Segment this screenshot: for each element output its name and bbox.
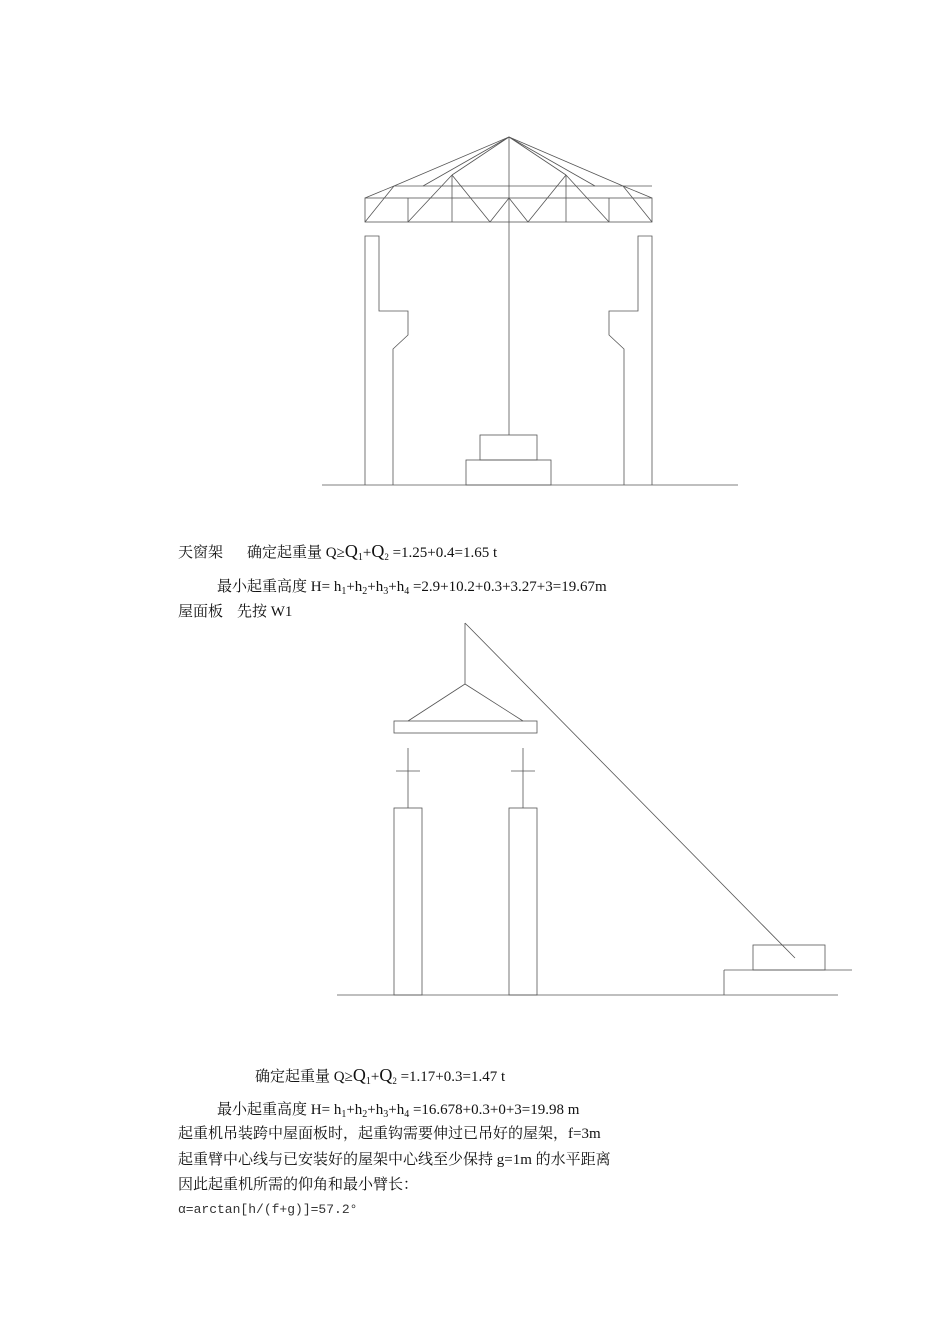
section1-h-prefix: H=	[310, 579, 331, 595]
section1-q-line: 天窗架 确定起重量 $Q\ge Q_1+Q_2 =1.25+0.4=1.65$ t	[178, 541, 498, 563]
section2-q-label: 确定起重量	[255, 1069, 331, 1085]
section1-h-line: 最小起重高度 $H= h_1+h_2+h_3+h_4 =2.9+10.2+0.3+3.27+3=19.67m$	[217, 579, 607, 597]
section1-h-values: =2.9+10.2+0.3+3.27+3=19.67m	[412, 579, 607, 595]
paragraph-line-2: 起重臂中心线与已安装好的屋架中心线至少保持 g=1m 的水平距离	[178, 1152, 611, 1168]
left-column-2	[394, 748, 422, 995]
sling-lines	[408, 623, 523, 721]
section2-h-label: 最小起重高度	[217, 1102, 308, 1118]
section1-q-prefix: Q≥	[325, 545, 345, 561]
section2-q-prefix: Q≥	[333, 1069, 353, 1085]
section2-label: 屋面板	[178, 604, 224, 620]
section2-q-line: 确定起重量 $Q\ge Q_1+Q_2 =1.17+0.3=1.47$ t	[255, 1065, 506, 1087]
section2-note: 先按 W1	[237, 604, 293, 620]
paragraph-line-3: 因此起重机所需的仰角和最小臂长：	[178, 1177, 419, 1193]
alpha-formula: α=arctan[h/(f+g)]=57.2°	[178, 1202, 358, 1217]
section2-h-prefix: H=	[310, 1102, 331, 1118]
section1-label: 天窗架	[178, 545, 224, 561]
right-column-2	[509, 748, 537, 995]
section2-h-line: 最小起重高度 $H= h_1+h_2+h_3+h_4 =16.678+0.3+0+3=19.98$ m	[217, 1102, 580, 1120]
section1-h-label: 最小起重高度	[217, 579, 308, 595]
paragraph-line-1: 起重机吊装跨中屋面板时，起重钩需要伸过已吊好的屋架，f=3m	[178, 1126, 601, 1142]
crane-boom	[465, 623, 795, 958]
section1-q-values: =1.25+0.4=1.65 t	[392, 545, 498, 561]
section2-q-values: =1.17+0.3=1.47 t	[400, 1069, 506, 1085]
section2-h-values: =16.678+0.3+0+3=19.98 m	[412, 1102, 580, 1118]
section1-q-label: 确定起重量	[247, 545, 323, 561]
roof-panel	[394, 721, 537, 733]
crane-body	[724, 945, 852, 995]
